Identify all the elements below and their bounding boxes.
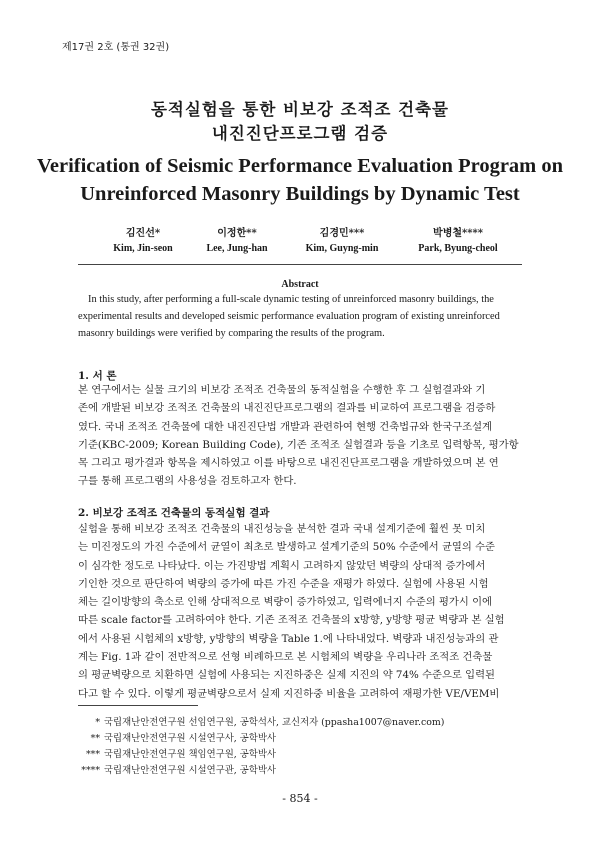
author-name-korean: 김진선* (125, 228, 161, 239)
author-name-korean: 박병철**** (433, 228, 483, 239)
body-line: 는 미진정도의 가진 수준에서 균열이 최초로 발생하고 설계기준의 50% 수준에서 균열의 수준 (78, 541, 495, 554)
abstract-line: masonry buildings were verified by comparing the results of the program. (78, 328, 385, 339)
body-line: 다고 할 수 있다. 이렇게 평균벽량으로서 실제 지진하중 비율을 고려하여 재평가한 VE/VEM비 (78, 687, 500, 700)
body-line: 이 심각한 정도로 나타났다. 이는 가진방법 계획시 고려하지 않았던 벽량의 상대적 증가에서 (78, 559, 486, 572)
footnote-divider (78, 705, 198, 706)
title-english-line-1: Verification of Seismic Performance Evaluation Program on (36, 155, 564, 177)
footnote-marker: ** (90, 733, 100, 744)
abstract-heading: Abstract (281, 279, 319, 290)
author-name-english: Park, Byung-cheol (418, 243, 498, 254)
author-2 (182, 224, 292, 254)
page-number: - 854 - (282, 792, 318, 805)
footnote-text: 국립재난안전연구원 선임연구원, 공학석사, 교신저자 (ppasha1007@naver.com) (104, 717, 445, 728)
author-3 (287, 224, 397, 254)
footnote-1 (78, 714, 444, 728)
section-2-heading: 2. 비보강 조적조 건축물의 동적실험 결과 (78, 507, 270, 519)
title-english-line-2: Unreinforced Masonry Buildings by Dynamic Test (80, 183, 520, 205)
abstract-body (78, 291, 522, 342)
body-line: 본 연구에서는 실물 크기의 비보강 조적조 건축물의 동적실험을 수행한 후 그 실험결과와 기 (78, 384, 486, 396)
author-name-english: Lee, Jung-han (206, 243, 268, 254)
journal-issue-header: 제17권 2호 (통권 32권) (62, 42, 170, 53)
body-line: 기준(KBC-2009; Korean Building Code), 기존 조적조 실험결과 등을 기초로 입력항목, 평가항 (78, 438, 519, 451)
author-name-english: Kim, Jin-seon (113, 243, 173, 254)
footnote-2 (78, 730, 276, 744)
author-name-english: Kim, Guyng-min (305, 243, 379, 254)
section-1-body (78, 381, 522, 491)
body-line: 따른 scale factor를 고려하여야 한다. 기존 조적조 건축물의 x방향, y방향 평균 벽량과 본 실험 (78, 614, 505, 627)
body-line: 계는 Fig. 1과 같이 전반적으로 선형 비례하므로 본 시험체의 벽량을 우리나라 조적조 건축물 (78, 651, 493, 664)
body-line: 존에 개발된 비보강 조적조 건축물의 내진진단프로그램의 결과를 비교하여 프로그램을 검증하 (78, 402, 496, 415)
body-line: 였다. 국내 조적조 건축물에 대한 내진진단법 개발과 관련하여 현행 건축법규와 한국구조설계 (78, 420, 492, 433)
author-name-korean: 김경민*** (319, 228, 365, 239)
title-korean-line-1: 동적실험을 통한 비보강 조적조 건축물 (150, 100, 449, 119)
body-line: 목 그리고 평가결과 항목을 제시하였고 이를 바탕으로 내진진단프로그램을 개발하였으며 본 연 (78, 457, 499, 470)
abstract-line: In this study, after performing a full-scale dynamic testing of unreinforced masonry buildings, the (88, 294, 494, 305)
footnote-3 (78, 746, 276, 760)
footnote-4 (78, 762, 276, 776)
body-line: 구를 통해 프로그램의 사용성을 검토하고자 한다. (78, 475, 297, 488)
footnote-marker: **** (81, 765, 100, 776)
title-divider (78, 264, 522, 265)
body-line: 체는 길이방향의 축소로 인해 상대적으로 벽량이 증가하였고, 입력에너지 수준의 평가시 이에 (78, 596, 492, 609)
author-4 (393, 224, 523, 254)
footnote-text: 국립재난안전연구원 책임연구원, 공학박사 (104, 749, 276, 760)
footnote-text: 국립재난안전연구원 시설연구관, 공학박사 (104, 765, 276, 776)
body-line: 에서 사용된 시험체의 x방향, y방향의 벽량을 Table 1.에 나타내었다. 벽량과 내진성능과의 관 (78, 632, 499, 645)
section-1-heading: 1. 서 론 (78, 370, 117, 382)
author-name-korean: 이정한** (217, 228, 257, 239)
body-line: 기인한 것으로 판단하여 벽량의 증가에 따른 가진 수준을 재평가 하였다. 실험에 사용된 시험 (78, 577, 489, 590)
footnote-marker: *** (85, 749, 100, 760)
body-line: 실험을 통해 비보강 조적조 건축물의 내진성능을 분석한 결과 국내 설계기준에 훨씬 못 미치 (78, 523, 486, 535)
body-line: 의 평균벽량으로 치환하면 실험에 사용되는 지진하중은 실제 지진의 약 74% 수준으로 입력된 (78, 669, 495, 682)
abstract-line: experimental results and developed seismic performance evaluation program of existing unreinforced (78, 311, 500, 322)
footnote-marker: * (95, 717, 100, 728)
section-2-body (78, 520, 522, 703)
footnote-text: 국립재난안전연구원 시설연구사, 공학박사 (104, 733, 276, 744)
title-korean-line-2: 내진진단프로그램 검증 (211, 124, 389, 143)
